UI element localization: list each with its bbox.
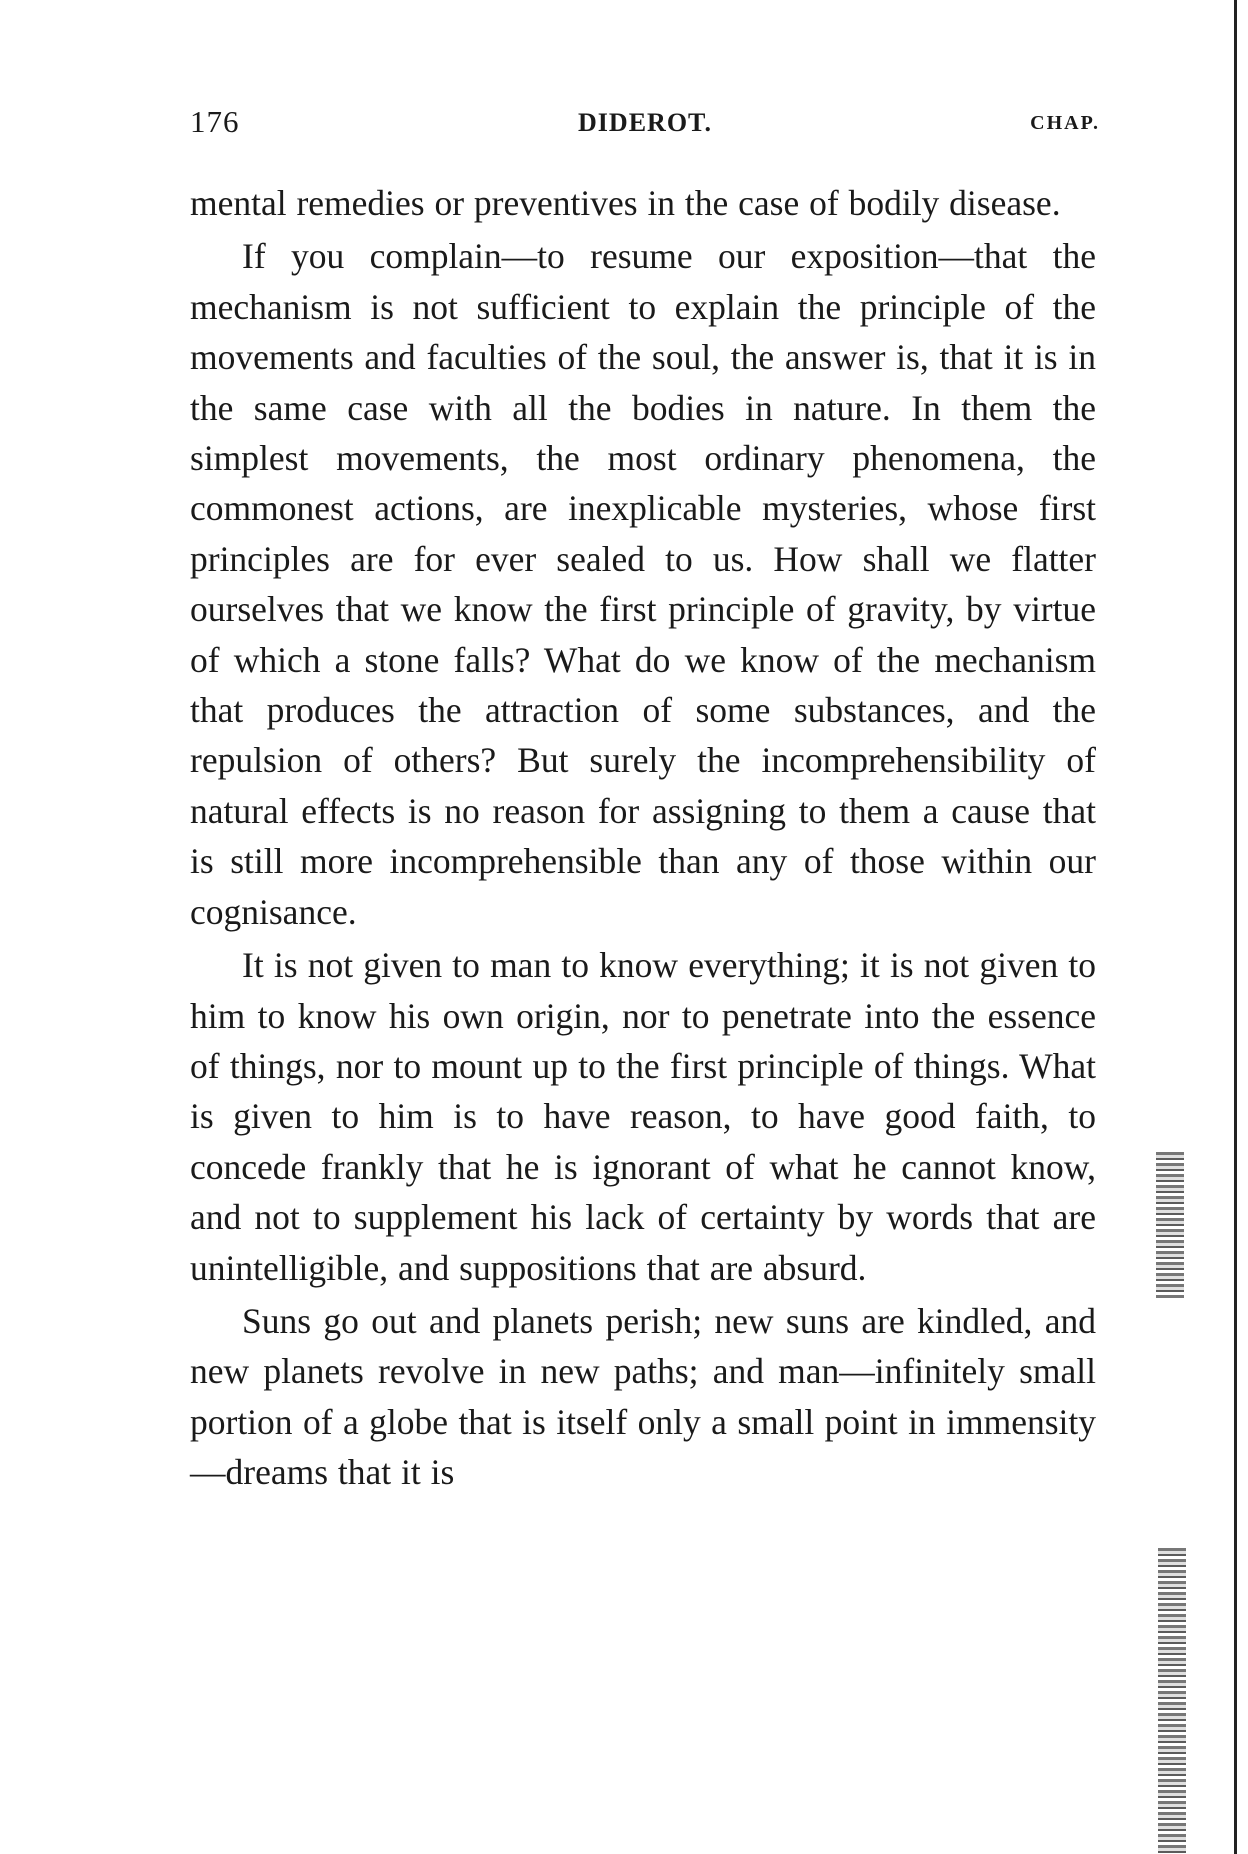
page-edge-rule (1234, 0, 1237, 1854)
paragraph: It is not given to man to know everything; it is not given to him to know his own origin, nor to penetrate into the essence of things, nor to mount up to the first principle of things. What is given to him is to have reason, to have good faith, to concede frankly that he is ignorant of what he cannot know, and not to supplement his lack of certainty by words that are unintelligible, and suppositions that are absurd. (190, 945, 1096, 1288)
scan-edge-mark (1158, 1548, 1186, 1854)
chapter-label: CHAP. (1030, 112, 1100, 134)
running-header (190, 104, 1100, 144)
running-title: DIDEROT. (578, 108, 712, 137)
body-text (190, 178, 1096, 1501)
paragraph: mental remedies or preventives in the case of bodily disease. (190, 183, 1061, 223)
scan-edge-mark (1156, 1152, 1184, 1298)
paragraph: Suns go out and planets perish; new suns are kindled, and new planets revolve in new paths; and man—infinitely small portion of a globe that is itself only a small point in immensity—dreams that it is (190, 1300, 1096, 1493)
page-number: 176 (190, 104, 240, 139)
paragraph: If you complain—to resume our exposition—that the mechanism is not sufficient to explain the principle of the movements and faculties of the soul, the answer is, that it is in the same case with all the bodies in nature. In them the simplest movements, the most ordinary phenomena, the commonest actions, are inexplicable mysteries, whose first principles are for ever sealed to us. How shall we flatter ourselves that we know the first principle of gravity, by virtue of which a stone falls? What do we know of the mechanism that produces the attraction of some substances, and the repulsion of others? But surely the incomprehensibility of natural effects is no reason for assigning to them a cause that is still more incomprehensible than any of those within our cognisance. (190, 236, 1096, 932)
